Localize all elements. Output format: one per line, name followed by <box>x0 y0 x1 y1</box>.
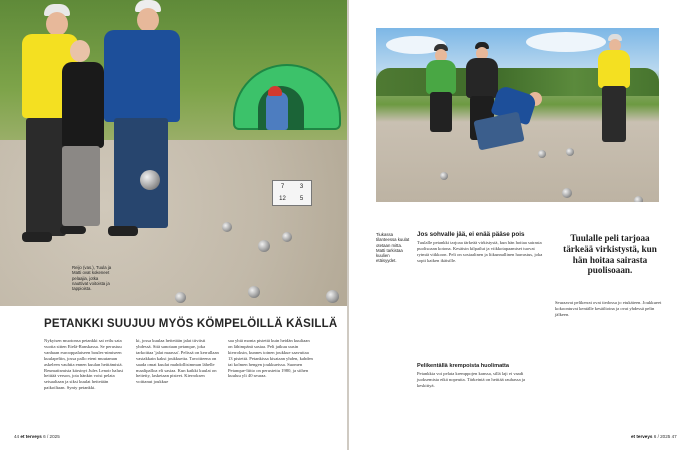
player-head <box>46 12 68 36</box>
pull-quote: Tuulalle peli tarjoaa tärkeää virkistystä, kun hän hoitaa sairasta puolisoaan. <box>563 233 657 276</box>
photo-petanque-players <box>0 0 347 306</box>
petanque-ball <box>562 188 572 198</box>
body-column-right-1 <box>417 240 543 264</box>
issue-number: 6 / 2025 <box>653 434 671 439</box>
page-number: 47 <box>671 434 677 439</box>
body-text: saa yhtä monta pistettä kuin heidän kuuliaan on lähimpänä sasiaa. Peli jatkuu uusin kierroksin, kunnes toinen joukkue saavuttaa 13 pistettä. Petankissa kisataan yhden, kahden tai kolmen hengen joukkueissa. Suomen Petanque-liitto on perustettu 1980, ja siihen kuuluu yli 40 seuraa. <box>228 338 313 379</box>
petanque-ball <box>538 150 546 158</box>
body-text: Nykyisen muotonsa petankki sai reilu sata vuotta sitten Etelä-Ranskassa. Se perustuu vanhaan eurooppalaiseen boules-nimiseen kuulapeliin, jossa pallo eteni muutaman askeleen vauhtia ennen kuulan heittämistä. Reumatismista kärsinyt Jules Lenoir halusi heittää verson, jota hänkin voisi pelata seisaaltaan ja siksi kuulat heitetään paikoiltaan. Synty petankki. <box>44 338 124 391</box>
petanque-ball <box>634 196 643 202</box>
photo-caption: Reijo (vas.), Tuula ja Matti ovat kokeneet pelaajia, jotka nauttivat voitoista ja tappioista. <box>72 265 112 292</box>
player-head <box>137 8 159 32</box>
black-jacket <box>466 58 498 98</box>
body-text: ki, jossa kuulaa heitetään jalat tiiviisti yhdessä. Sitä sanotaan petanque, joka tarkoittaa 'jalat maassa'. Pelissä on kerrallaan vastakkain kaksi joukkuetta. Tavoitteena on saada omat kuulat mahdollisimman lähelle maalipalloa eli sasiaa. Kun kaikki kuulat on heitetty, lasketaan pisteet. Kierroksen voittanut joukkue <box>136 338 219 385</box>
body-column-1 <box>44 338 130 391</box>
child-red-hat <box>268 86 282 96</box>
petanque-ball <box>258 240 270 252</box>
section-headline: PETANKKI SUUJUU MYÖS KÖMPELÖILLÄ KÄSILLÄ <box>44 318 338 330</box>
child-figure <box>266 92 288 130</box>
page-number: 44 <box>14 434 20 439</box>
magazine-brand: et terveys <box>631 434 653 439</box>
green-shirt <box>426 60 456 94</box>
body-text: Tuulalle petankki tarjoaa tärkeää virkistystä, kun hän hoitaa sairasta puolisoaan kotona. Kesäisin kilpailut ja viikkotapaamiset tuovat rytmiä viikkoon. Peli on sosiaalinen ja liikunnallinen harrastus, joka sopii kaiken ikäisille. <box>417 240 543 263</box>
left-page <box>0 0 347 450</box>
grey-trousers <box>62 146 100 226</box>
black-shorts <box>430 92 452 132</box>
magazine-brand: et terveys <box>20 434 42 439</box>
cloud <box>526 32 606 52</box>
petanque-ball <box>566 148 574 156</box>
shoe <box>22 232 52 242</box>
player-head <box>70 40 90 62</box>
petanque-ball <box>175 292 186 303</box>
scoreboard <box>272 180 312 206</box>
score-digit: 5 <box>299 196 304 202</box>
body-column-2 <box>136 338 222 385</box>
black-trousers <box>26 118 66 236</box>
subheading-2: Pelikentällä krempoista huolimatta <box>417 363 510 369</box>
photo-measuring-balls <box>376 28 659 202</box>
body-column-3 <box>228 338 314 379</box>
body-text: Seuraavat pelikerrat ovat tiedossa jo etukäteen. Joukkueet kokoontuvat kentälle kesäiltoina ja ovat yhdessä pelin jälkeen. <box>555 300 662 317</box>
right-page <box>349 0 696 450</box>
petanque-ball <box>222 222 232 232</box>
yellow-shirt <box>598 50 630 88</box>
photo-caption: Tiukassa tilanteessa kuulat otetaan mitta. Matti tarkistaa kuulien etäisyydet. <box>376 232 410 264</box>
score-digit: 3 <box>299 184 304 190</box>
body-column-right-3 <box>555 300 665 318</box>
petanque-ball <box>282 232 292 242</box>
petanque-ball <box>248 286 260 298</box>
black-trousers <box>602 86 626 142</box>
shoe <box>108 226 138 236</box>
score-digit: 12 <box>279 196 286 202</box>
blue-shirt <box>104 30 180 122</box>
issue-number: 6 / 2025 <box>43 434 60 439</box>
shoe <box>60 226 86 234</box>
page-footer-right <box>631 434 677 439</box>
subheading: Jos sohvalle jää, ei enää pääse pois <box>417 231 525 238</box>
body-column-right-2 <box>417 371 543 389</box>
petanque-ball-in-air <box>140 170 160 190</box>
body-text: Petankkia voi pelata kremppojen kanssa, sillä laji ei vaadi juoksemista eikä nopeutta. Tärkeintä on heittää rauhassa ja keskittyä. <box>417 371 526 388</box>
score-digit: 7 <box>280 184 285 190</box>
page-footer-left <box>14 434 60 439</box>
petanque-ball <box>440 172 448 180</box>
petanque-ball <box>326 290 339 303</box>
black-shirt <box>62 62 104 148</box>
